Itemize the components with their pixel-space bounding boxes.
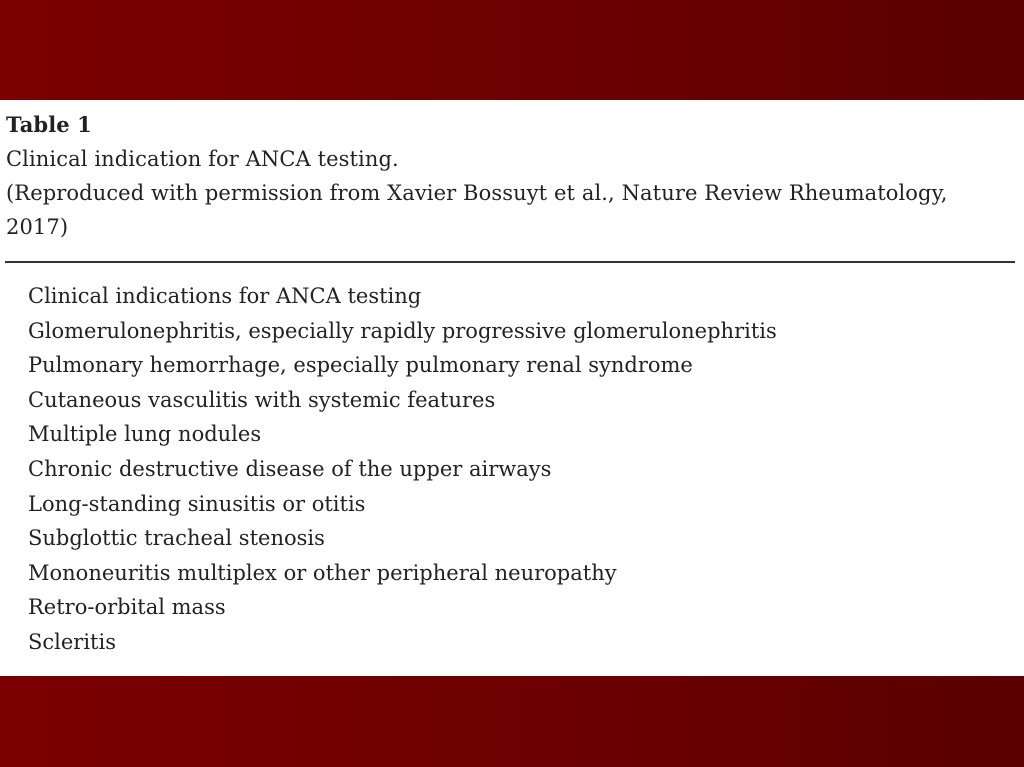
top-banner xyxy=(0,0,1024,100)
table-row: Chronic destructive disease of the upper airways xyxy=(28,457,552,481)
table-row: Long-standing sinusitis or otitis xyxy=(28,491,366,516)
table-row: Pulmonary hemorrhage, especially pulmonary renal syndrome xyxy=(28,353,693,378)
table-row: Subglottic tracheal stenosis xyxy=(28,526,325,551)
table-row: Scleritis xyxy=(28,630,116,654)
table-figure xyxy=(0,100,1024,676)
table-source: (Reproduced with permission from Xavier Bossuyt et al., Nature Review Rheumatology, xyxy=(6,181,948,205)
table-source-cont: 2017) xyxy=(6,215,69,239)
table-row: Mononeuritis multiplex or other peripheral neuropathy xyxy=(28,560,617,585)
table-row: Cutaneous vasculitis with systemic features xyxy=(28,387,496,412)
table-caption: Clinical indication for ANCA testing. xyxy=(6,147,399,171)
bottom-banner xyxy=(0,676,1024,767)
table-rule xyxy=(5,261,1015,263)
table-header: Clinical indications for ANCA testing xyxy=(28,284,422,308)
table-row: Multiple lung nodules xyxy=(28,422,262,447)
table-row: Glomerulonephritis, especially rapidly progressive glomerulonephritis xyxy=(28,318,777,343)
table-row: Retro-orbital mass xyxy=(28,595,226,620)
table-title: Table 1 xyxy=(6,112,92,137)
